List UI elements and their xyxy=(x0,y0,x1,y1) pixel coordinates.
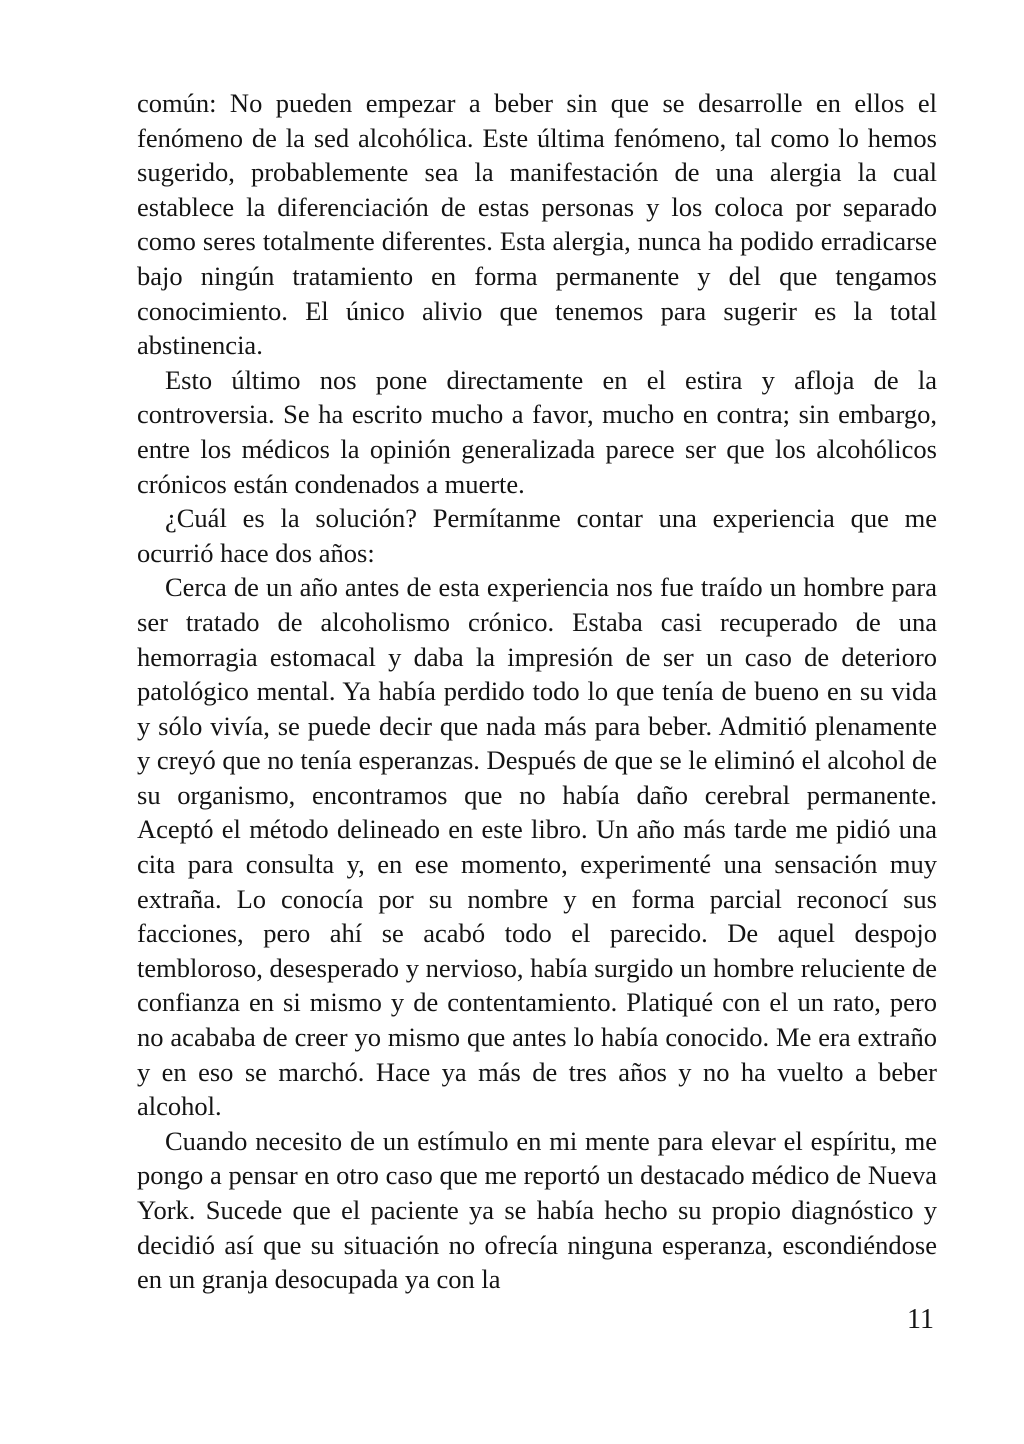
page-number: 11 xyxy=(907,1304,934,1335)
paragraph-1: común: No pueden empezar a beber sin que se desarrolle en ellos el fenómeno de la sed alcohólica. Este última fenómeno, tal como lo hemos sugerido, probablemente sea la manifestación de una alergia la cual establece la diferenciación de estas personas y los coloca por separado como seres totalmente diferentes. Esta alergia, nunca ha podido erradicarse bajo ningún tratamiento en forma permanente y del que tengamos conocimiento. El único alivio que tenemos para sugerir es la total abstinencia. xyxy=(137,88,937,361)
paragraph-5: Cuando necesito de un estímulo en mi mente para elevar el espíritu, me pongo a pensar en otro caso que me reportó un destacado médico de Nueva York. Sucede que el paciente ya se había hecho su propio diagnóstico y decidió así que su situación no ofrecía ninguna esperanza, escondiéndose en un granja desocupada ya con la xyxy=(137,1125,937,1295)
paragraph-4: Cerca de un año antes de esta experiencia nos fue traído un hombre para ser tratado de alcoholismo crónico. Estaba casi recuperado de una hemorragia estomacal y daba la impresión de ser un caso de deterioro patológico mental. Ya había perdido todo lo que tenía de bueno en su vida y sólo vivía, se puede decir que nada más para beber. Admitió plenamente y creyó que no tenía esperanzas. Después de que se le eliminó el alcohol de su organismo, encontramos que no había daño cerebral permanente. Aceptó el método delineado en este libro. Un año más tarde me pidió una cita para consulta y, en ese momento, experimenté una sensación muy extraña. Lo conocía por su nombre y en forma parcial reconocí sus facciones, pero ahí se acabó todo el parecido. De aquel despojo tembloroso, desesperado y nervioso, había surgido un hombre reluciente de confianza en si mismo y de contentamiento. Platiqué con el un rato, pero no acababa de creer yo mismo que antes lo había conocido. Me era extraño y en eso se marchó. Hace ya más de tres años y no ha vuelto a beber alcohol. xyxy=(137,572,937,1122)
body-text xyxy=(137,86,937,1297)
paragraph-2: Esto último nos pone directamente en el estira y afloja de la controversia. Se ha escrito mucho a favor, mucho en contra; sin embargo, entre los médicos la opinión generalizada parece ser que los alcohólicos crónicos están condenados a muerte. xyxy=(137,364,937,499)
paragraph-3: ¿Cuál es la solución? Permítanme contar una experiencia que me ocurrió hace dos años: xyxy=(137,503,937,568)
